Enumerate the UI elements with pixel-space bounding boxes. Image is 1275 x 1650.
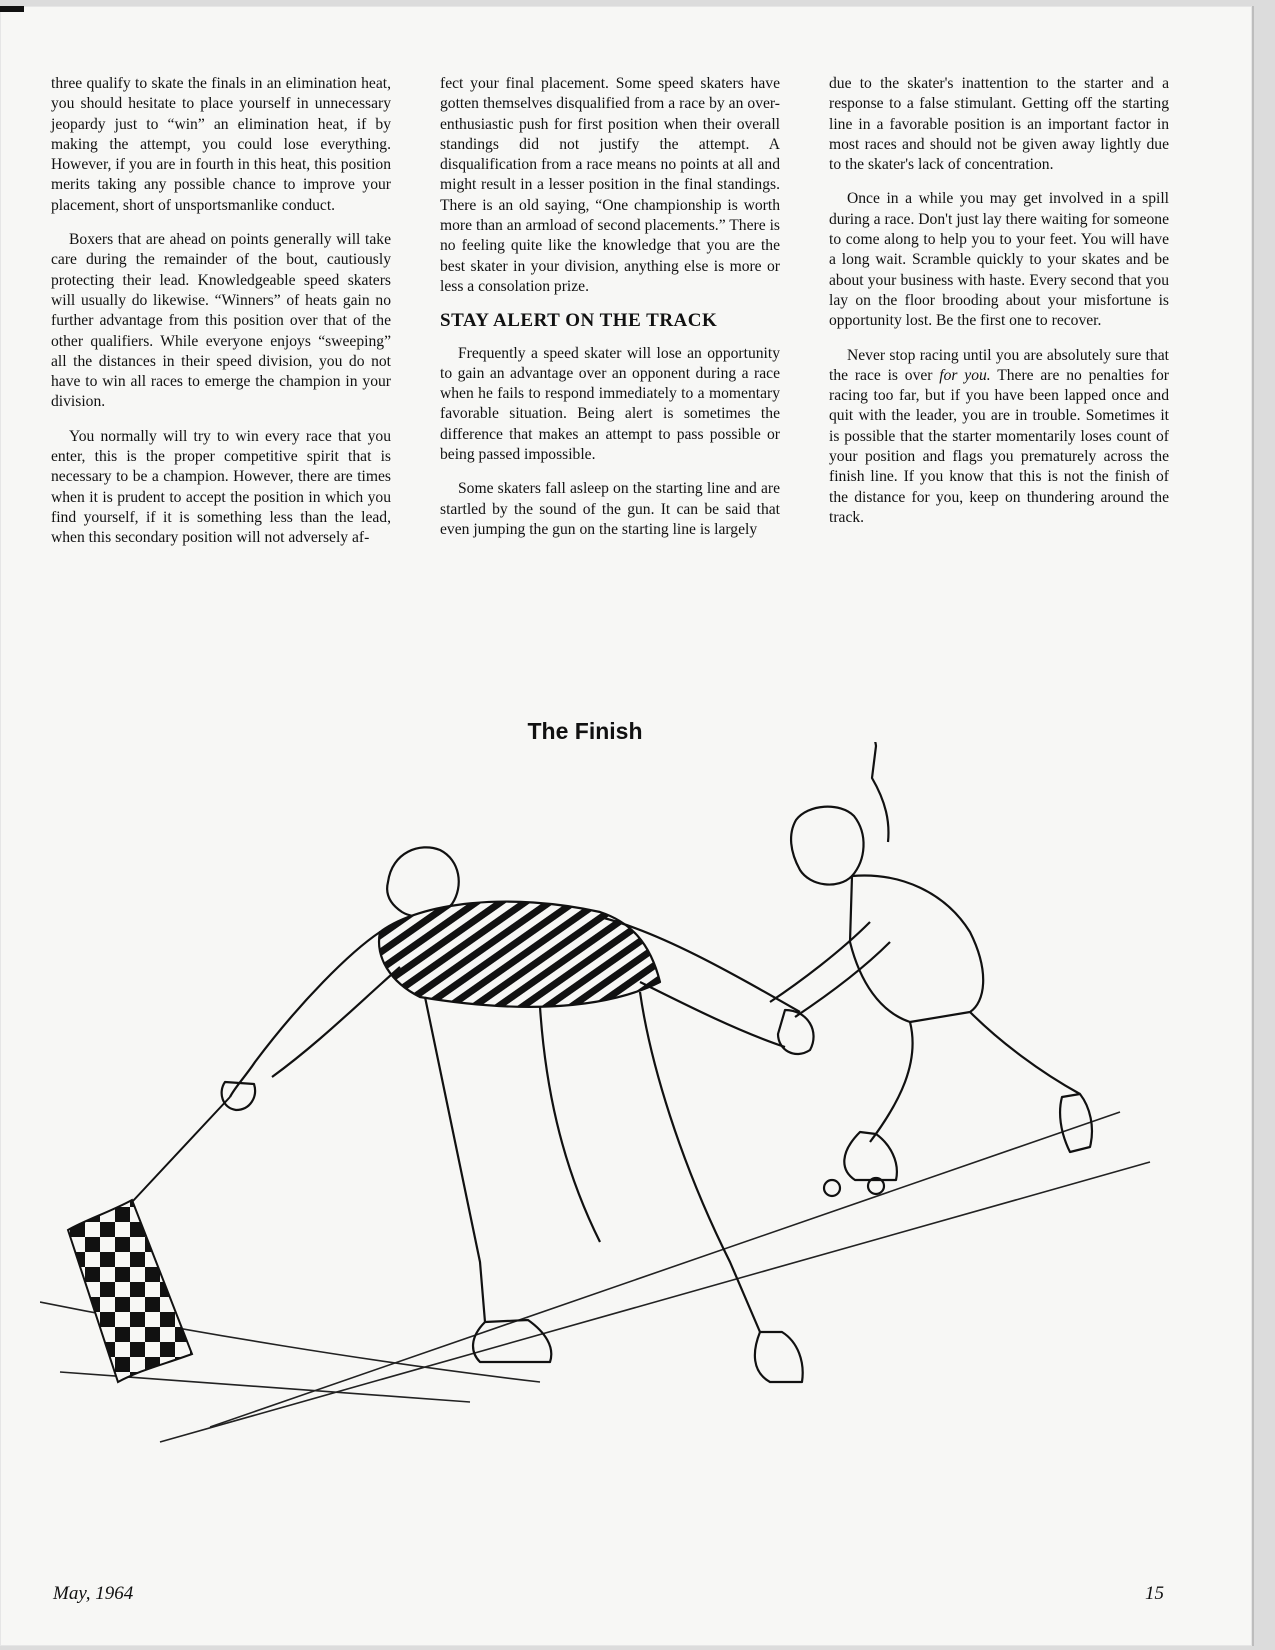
flagman-figure: [222, 847, 814, 1382]
illustration-caption: The Finish: [527, 718, 643, 744]
paragraph: You normally will try to win every race that you enter, this is the proper competitive spirit that is necessary to be a champion. However, there are times when it is prudent to accept the position in which you find yourself, if it is something less than the lead, when this secondary position will not adversely af-: [51, 427, 391, 547]
column-1: [51, 74, 391, 563]
paragraph: three qualify to skate the finals in an elimination heat, you should hesitate to place yourself in unnecessary jeopardy just to “win” an elimination heat, if by making the attempt, you could lose everything. However, if you are in fourth in this heat, this position merits taking any possible chance to improve your placement, short of unsportsmanlike conduct.: [51, 75, 391, 214]
text-run: There are no penalties for racing too far, but if you have been lapped once and quit with the leader, you are in trouble. Sometimes it is possible that the starter momentarily loses count of your position and flags you prematurely across the finish line. If you know that this is not the finish of the distance for you, keep on thundering around the track.: [829, 366, 1169, 526]
article-body: [48, 74, 1178, 684]
paragraph: Once in a while you may get involved in a spill during a race. Don't just lay there waiting for someone to come along to help you to your feet. You will have a long wait. Scramble quickly to your skates and be about your business with haste. Every second that you lay on the floor brooding about your misfortune is opportunity lost. Be the first one to recover.: [829, 190, 1169, 330]
skater-figure: [770, 742, 1092, 1196]
checkered-flag: [68, 1097, 230, 1382]
corner-mark: [0, 6, 24, 12]
paragraph: [829, 346, 1169, 529]
paragraph: Boxers that are ahead on points generally will take care during the remainder of the bout, cautiously protecting their lead. Knowledgeable speed skaters will usually do likewise. “Winners” of heats gain no further advantage from this position over that of the other qualifiers. While everyone enjoys “sweeping” all the distances in their speed division, you do not have to win all races to emerge the champion in your division.: [51, 231, 391, 411]
page-number: 15: [1145, 1583, 1164, 1604]
issue-date: May, 1964: [53, 1583, 134, 1604]
paragraph: fect your final placement. Some speed skaters have gotten themselves disqualified from a race by an over-enthusiastic push for first position when their overall standings did not justify the attempt. A disqualification from a race means no points at all and might result in a lesser position in the final standings. There is an old saying, “One championship is worth more than an armload of second placements.” There is no feeling quite like the knowledge that you are the best skater in your division, anything else is more or less a consolation prize.: [440, 75, 780, 295]
column-3: [829, 74, 1169, 542]
finish-line-illustration: [40, 742, 1170, 1572]
magazine-page: [0, 6, 1254, 1646]
paragraph: Frequently a speed skater will lose an opportunity to gain an advantage over an opponent during a race when he fails to respond immediately to a momentary favorable situation. Being alert is sometimes the difference that makes an attempt to pass possible or being passed impossible.: [440, 344, 780, 464]
paragraph: due to the skater's inattention to the starter and a response to a false stimulant. Getting off the starting line in a favorable position is an important factor in most races and should not be given away lightly due to the skater's lack of concentration.: [829, 75, 1169, 174]
section-heading: STAY ALERT ON THE TRACK: [440, 310, 718, 332]
paragraph: Some skaters fall asleep on the starting line and are startled by the sound of the gun. It can be said that even jumping the gun on the starting line is largely: [440, 480, 780, 538]
track-lines: [40, 1112, 1150, 1442]
emphasis-text: for you.: [939, 366, 991, 384]
column-2: [440, 74, 780, 554]
text-run: Never stop racing until you are absolutely sure that the race is over: [829, 346, 1169, 384]
